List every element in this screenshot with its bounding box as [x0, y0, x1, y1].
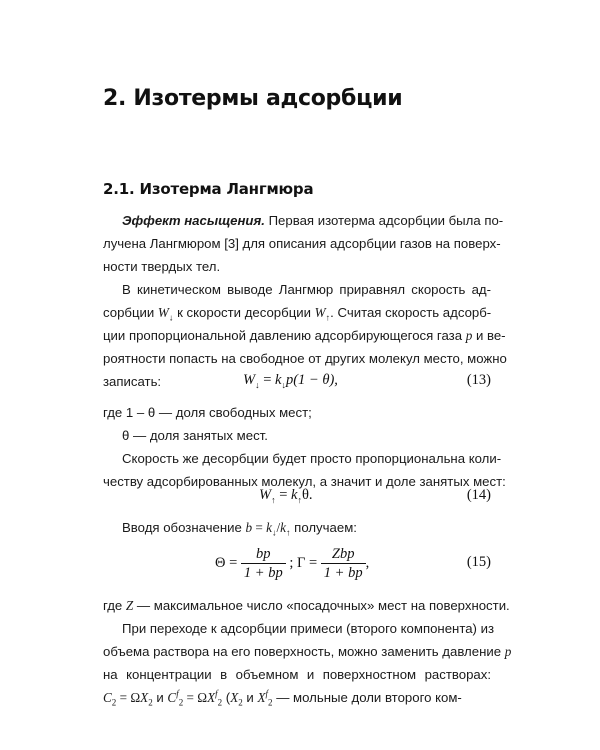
chapter-title: 2. Изотермы адсорбции: [103, 86, 403, 111]
paragraph-lead: Эффект насыщения.: [122, 213, 265, 228]
paragraph-6-line-2: объема раствора на его поверхность, можно заменить давление p: [103, 644, 512, 659]
paragraph-5: где Z — максимальное число «посадочных» мест на поверхности.: [103, 598, 510, 613]
equation-13-number: (13): [466, 372, 491, 388]
paragraph-2-line-3: ции пропорциональной давлению адсорбирующегося газа p и ве-: [103, 328, 506, 343]
paragraph-6-line-4: $C_2 = \Omega X_2$ и $C^f_2 = \Omega X^f_2$ ($X_2$ и $X^f_2$ — мольные доли второго ком-: [103, 688, 462, 708]
fraction-gamma: $\frac{\text{Zbp}}{1 + bp}$: [321, 546, 366, 581]
section-title: 2.1. Изотерма Лангмюра: [103, 180, 314, 198]
paragraph-2-line-5: записать:: [103, 374, 162, 389]
paragraph-6-line-3: на концентрации в объемном и поверхностном растворах:: [103, 667, 491, 682]
paragraph-3-line-2: честву адсорбированных молекул, а значит и доле занятых мест:: [103, 474, 506, 489]
paragraph-1-line-2: лучена Лангмюром [3] для описания адсорбции газов на поверх-: [103, 236, 501, 251]
equation-15: Θ = $\frac{bp}{1 + bp}$ ; Γ = $\frac{\text{Zbp}}{1 + bp}$ ,: [215, 546, 370, 581]
paragraph-4: Вводя обозначение $b = k_↓/k_↑$ получаем:: [122, 520, 357, 538]
fraction-theta: $\frac{bp}{1 + bp}$: [241, 546, 286, 581]
definition-line-1: где 1 – θ — доля свободных мест;: [103, 405, 312, 420]
paragraph-1-line-3: ности твердых тел.: [103, 259, 221, 274]
paragraph-6-line-1: При переходе к адсорбции примеси (второго компонента) из: [122, 621, 495, 636]
equation-13: $W_↓ = k_↓p(1 - \theta)$,: [243, 372, 338, 390]
definition-line-2: θ — доля занятых мест.: [122, 428, 268, 443]
paragraph-2-line-2: сорбции $W_↓$ к скорости десорбции $W_↑$. Считая скорость адсорб-: [103, 305, 492, 323]
equation-15-number: (15): [466, 554, 491, 570]
paragraph-2-line-4: роятности попасть на свободное от других молекул место, можно: [103, 351, 507, 366]
paragraph-1-line-1: Эффект насыщения. Первая изотерма адсорбции была по-: [122, 213, 504, 228]
equation-14: $W_↑ = k_↑\theta$.: [259, 487, 313, 505]
equation-14-number: (14): [466, 487, 491, 503]
paragraph-3-line-1: Скорость же десорбции будет просто пропорциональна коли-: [122, 451, 502, 466]
paragraph-2-line-1: В кинетическом выводе Лангмюр приравнял скорость ад-: [122, 282, 491, 297]
